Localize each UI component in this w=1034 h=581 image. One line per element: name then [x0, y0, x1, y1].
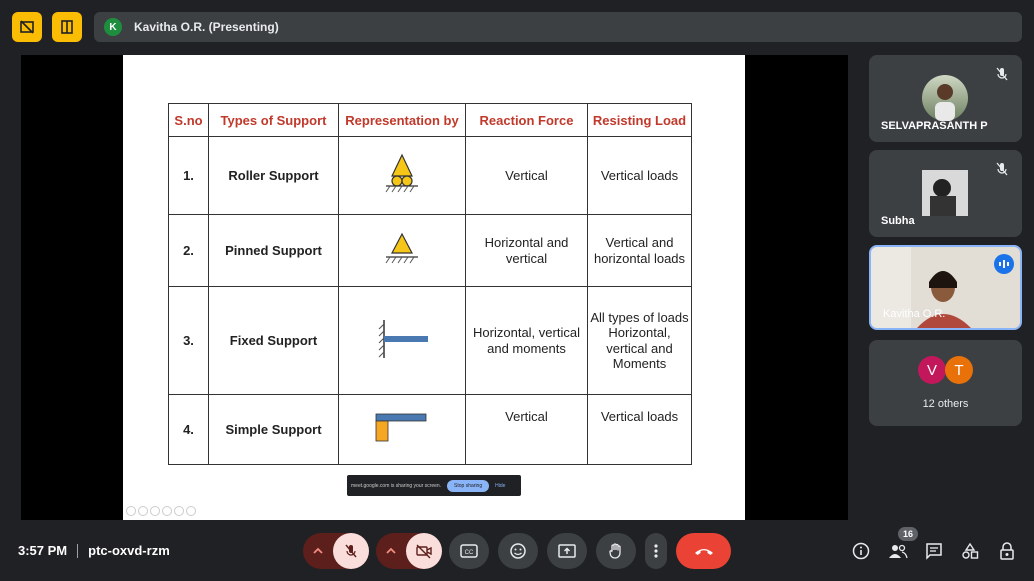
participant-tile[interactable]	[869, 55, 1022, 142]
layout-icon	[59, 19, 75, 35]
meeting-details-button[interactable]	[851, 541, 871, 561]
cell-load: Vertical loads	[588, 137, 692, 215]
top-bar	[0, 0, 1034, 52]
supports-table	[168, 103, 692, 465]
microphone-toggle-button[interactable]	[333, 533, 369, 569]
cell-reaction: Vertical	[466, 137, 588, 215]
people-button[interactable]	[888, 541, 908, 561]
cell-sno: 1.	[169, 137, 209, 215]
cell-type: Roller Support	[209, 137, 339, 215]
camera-control-group	[376, 533, 442, 569]
divider	[77, 544, 78, 558]
presenter-chip	[94, 12, 1022, 42]
present-screen-button[interactable]	[547, 533, 587, 569]
bottom-control-bar	[0, 521, 1034, 581]
reactions-button[interactable]	[498, 533, 538, 569]
present-screen-icon	[558, 543, 576, 559]
avatar: T	[945, 356, 973, 384]
video-options-button[interactable]	[376, 533, 406, 569]
stop-sharing-button[interactable]: Stop sharing	[447, 480, 489, 492]
screen-share-notice	[347, 475, 521, 496]
cell-type: Fixed Support	[209, 287, 339, 395]
chevron-up-icon	[386, 547, 396, 555]
cell-reaction: Horizontal, vertical and moments	[466, 287, 588, 395]
search-icon[interactable]	[174, 506, 184, 516]
cell-load: All types of loads Horizontal, vertical and Moments	[588, 287, 692, 395]
table-header-row	[169, 104, 692, 137]
avatar	[922, 170, 968, 216]
host-controls-button[interactable]	[997, 541, 1017, 561]
meeting-time: 3:57 PM	[18, 543, 68, 558]
avatar: V	[918, 356, 946, 384]
more-vert-icon	[654, 543, 658, 559]
header-type: Types of Support	[209, 104, 339, 137]
shared-slide	[123, 55, 745, 520]
simple-support-icon	[374, 410, 430, 446]
chat-button[interactable]	[924, 541, 944, 561]
grid-icon[interactable]	[162, 506, 172, 516]
cell-type: Pinned Support	[209, 215, 339, 287]
mic-off-icon	[343, 543, 359, 559]
audio-options-button[interactable]	[303, 533, 333, 569]
header-load: Resisting Load	[588, 104, 692, 137]
mic-off-icon	[994, 161, 1010, 177]
activities-button[interactable]	[960, 541, 980, 561]
chevron-up-icon	[313, 547, 323, 555]
cell-representation	[339, 137, 466, 215]
fixed-support-icon	[374, 318, 430, 360]
svg-text:CC: CC	[464, 550, 474, 556]
shapes-icon	[961, 542, 979, 560]
roller-support-icon	[382, 152, 422, 196]
participant-tile-active-speaker[interactable]	[869, 245, 1022, 330]
cell-sno: 4.	[169, 395, 209, 465]
presentation-stage	[21, 55, 848, 520]
table-row	[169, 137, 692, 215]
camera-toggle-button[interactable]	[406, 533, 442, 569]
presenter-label: Kavitha O.R. (Presenting)	[134, 20, 279, 34]
cell-sno: 3.	[169, 287, 209, 395]
avatar	[922, 75, 968, 121]
share-notice-text: meet.google.com is sharing your screen.	[351, 482, 442, 489]
slide-toolbar	[126, 506, 196, 516]
others-tile[interactable]	[869, 340, 1022, 426]
zoom-icon[interactable]	[138, 506, 148, 516]
raise-hand-button[interactable]	[596, 533, 636, 569]
hang-up-icon	[693, 546, 715, 556]
table-row	[169, 215, 692, 287]
more-options-button[interactable]	[645, 533, 667, 569]
chat-icon	[925, 542, 943, 560]
pinned-support-icon	[382, 231, 422, 267]
header-reaction: Reaction Force	[466, 104, 588, 137]
cell-load: Vertical loads	[588, 395, 692, 465]
participant-name: SELVAPRASANTH P	[881, 120, 988, 132]
participant-name: Subha	[881, 215, 915, 227]
cell-load: Vertical and horizontal loads	[588, 215, 692, 287]
captions-icon	[460, 544, 478, 558]
meeting-info	[18, 543, 170, 558]
lock-person-icon	[998, 542, 1016, 560]
cell-type: Simple Support	[209, 395, 339, 465]
cell-reaction: Horizontal and vertical	[466, 215, 588, 287]
leave-call-button[interactable]	[676, 533, 731, 569]
camera-off-icon	[415, 543, 433, 559]
mic-off-icon	[994, 66, 1010, 82]
others-count-label: 12 others	[922, 398, 969, 410]
hide-icon-button[interactable]	[12, 12, 42, 42]
presenter-avatar: K	[104, 18, 122, 36]
meeting-code: ptc-oxvd-rzm	[88, 543, 170, 558]
cell-representation	[339, 395, 466, 465]
participant-tile[interactable]	[869, 150, 1022, 237]
layout-button[interactable]	[52, 12, 82, 42]
emoji-icon	[509, 542, 527, 560]
captions-button[interactable]	[449, 533, 489, 569]
header-sno: S.no	[169, 104, 209, 137]
info-icon	[852, 542, 870, 560]
participant-name: Kavitha O.R.	[883, 308, 946, 320]
cell-reaction: Vertical	[466, 395, 588, 465]
table-row	[169, 395, 692, 465]
cell-representation	[339, 215, 466, 287]
zoom-icon[interactable]	[126, 506, 136, 516]
header-representation: Representation by	[339, 104, 466, 137]
cell-sno: 2.	[169, 215, 209, 287]
people-icon	[888, 542, 908, 560]
hide-notice-button[interactable]: Hide	[495, 482, 506, 489]
more-icon[interactable]	[186, 506, 196, 516]
table-row	[169, 287, 692, 395]
microphone-control-group	[303, 533, 369, 569]
pen-icon[interactable]	[150, 506, 160, 516]
cell-representation	[339, 287, 466, 395]
speaking-indicator-icon	[994, 254, 1014, 274]
hide-presentation-icon	[19, 19, 35, 35]
people-count-badge: 16	[898, 527, 918, 541]
hand-icon	[607, 542, 625, 560]
